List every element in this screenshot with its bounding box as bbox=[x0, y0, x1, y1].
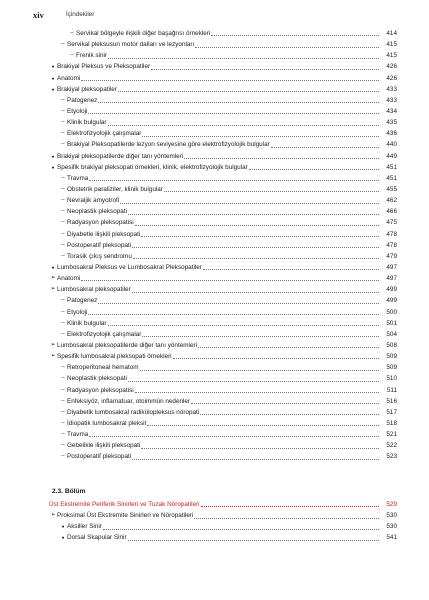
toc-entry bbox=[49, 418, 397, 429]
dot-leader bbox=[141, 236, 379, 237]
dot-leader bbox=[88, 113, 379, 114]
toc-entry-page: 522 bbox=[386, 442, 397, 450]
toc-entry-page: 530 bbox=[386, 523, 397, 531]
dash-icon: – bbox=[61, 308, 65, 315]
toc-entry-label: Torasik çıkış sendromu bbox=[67, 252, 132, 260]
toc-entry-page: 478 bbox=[386, 241, 397, 249]
toc-entry-page: 435 bbox=[386, 119, 397, 127]
toc-entry-label: Lumbosakral Pleksus ve Lumbosakral Pleksopatiler bbox=[57, 263, 202, 271]
toc-entry-page: 497 bbox=[386, 275, 397, 283]
table-of-contents bbox=[49, 28, 397, 462]
toc-entry-label: Üst Ekstremite Periferik Sinirleri ve Tuzak Nöropatileri bbox=[49, 501, 200, 508]
toc-entry-label: Proksimal Üst Ekstremite Sinirleri ve Nöropatileri bbox=[57, 512, 194, 520]
dash-icon: – bbox=[70, 30, 74, 36]
dash-icon: – bbox=[61, 141, 65, 148]
dot-leader bbox=[195, 47, 379, 48]
toc-entry-page: 530 bbox=[386, 512, 397, 520]
toc-entry-label: Dorsal Skapular Sinir bbox=[67, 534, 127, 542]
toc-entry-label: Radyasyon pleksopatisi bbox=[67, 386, 134, 394]
toc-entry-label: Lumbosakral pleksopatiler bbox=[57, 286, 131, 294]
dot-leader bbox=[201, 506, 379, 507]
dot-leader bbox=[173, 358, 379, 359]
toc-entry bbox=[49, 173, 397, 184]
toc-entry-page: 511 bbox=[386, 386, 397, 394]
toc-entry-page: 433 bbox=[386, 85, 397, 93]
dot-leader bbox=[135, 392, 379, 393]
toc-entry-page: 500 bbox=[386, 308, 397, 316]
toc-entry-page: 517 bbox=[386, 408, 397, 416]
toc-entry-label: Elektrofizyolojik çalışmalar bbox=[67, 130, 142, 138]
toc-entry bbox=[49, 139, 397, 150]
dot-leader bbox=[271, 147, 379, 148]
toc-entry bbox=[49, 318, 397, 329]
toc-entry-label: İdiopatik lumbosakral pleksit bbox=[67, 419, 147, 427]
dot-leader bbox=[120, 203, 379, 204]
dash-icon: – bbox=[61, 442, 65, 449]
toc-entry-label: Servikal pleksusun motor dalları ve lezyonları bbox=[67, 41, 195, 49]
toc-entry-page: 518 bbox=[386, 419, 397, 427]
toc-entry-page: 433 bbox=[386, 96, 397, 104]
toc-entry-page: 523 bbox=[386, 453, 397, 461]
dot-leader bbox=[81, 280, 379, 281]
dash-icon: – bbox=[61, 375, 65, 382]
toc-entry bbox=[49, 510, 397, 521]
bullet-icon: ● bbox=[51, 64, 55, 70]
toc-entry-page: 414 bbox=[386, 30, 397, 37]
dot-leader bbox=[198, 347, 379, 348]
page-number: xiv bbox=[33, 10, 44, 20]
dot-leader bbox=[194, 518, 379, 519]
dash-icon: – bbox=[61, 431, 65, 438]
toc-entry-label: Postoperatif pleksopati bbox=[67, 453, 132, 461]
toc-entry-page: 462 bbox=[386, 197, 397, 205]
dash-icon: – bbox=[61, 197, 65, 204]
toc-entry-page: 499 bbox=[386, 297, 397, 305]
dot-leader bbox=[81, 80, 379, 81]
toc-entry-page: 475 bbox=[386, 219, 397, 227]
toc-entry-page: 529 bbox=[386, 501, 397, 508]
toc-entry-label: Obstetrik paraliziler, klinik bulgular bbox=[67, 185, 163, 193]
dot-leader bbox=[151, 69, 379, 70]
toc-entry-page: 426 bbox=[386, 63, 397, 71]
dot-leader bbox=[133, 258, 379, 259]
dot-leader bbox=[89, 436, 379, 437]
dash-icon: – bbox=[61, 107, 65, 114]
toc-entry bbox=[49, 295, 397, 306]
toc-entry bbox=[49, 50, 397, 61]
dash-icon: – bbox=[61, 408, 65, 415]
toc-entry bbox=[49, 184, 397, 195]
toc-entry-label: Gebelikle ilişkili pleksopati bbox=[67, 442, 141, 450]
toc-entry bbox=[49, 284, 397, 295]
dot-leader bbox=[184, 158, 379, 159]
toc-entry-label: Klinik bulgular bbox=[67, 119, 107, 127]
section-heading: 2.3. Bölüm bbox=[52, 488, 86, 495]
toc-entry-label: Brakiyal Pleksus ve Pleksopatiler bbox=[57, 63, 151, 71]
dot-leader bbox=[132, 459, 379, 460]
dot-leader bbox=[108, 325, 380, 326]
toc-entry bbox=[49, 251, 397, 262]
dot-leader bbox=[203, 269, 379, 270]
toc-entry bbox=[49, 28, 397, 39]
dot-leader bbox=[191, 403, 379, 404]
toc-entry bbox=[49, 162, 397, 173]
toc-entry bbox=[49, 151, 397, 162]
toc-entry-page: 509 bbox=[386, 353, 397, 361]
toc-entry-label: Etyoloji bbox=[67, 107, 88, 115]
toc-entry-label: Anatomi bbox=[57, 275, 81, 283]
dash-icon: – bbox=[61, 174, 65, 181]
toc-entry bbox=[49, 217, 397, 228]
toc-entry-page: 509 bbox=[386, 364, 397, 372]
toc-entry-label: Patogenez bbox=[67, 96, 98, 104]
toc-entry-label: Servikal bölgeyle ilişkili diğer başağrısı örnekleri bbox=[76, 30, 211, 37]
dot-leader bbox=[108, 58, 379, 59]
toc-entry-label: Diyabetik lumbosakral radikülopleksus nöropati bbox=[67, 408, 200, 416]
toc-entry-label: Nevraljik amyotrofi bbox=[67, 197, 120, 205]
toc-entry-page: 451 bbox=[386, 163, 397, 171]
dash-icon: – bbox=[61, 330, 65, 337]
toc-entry-label: Lumbosakral pleksopatilerde diğer tanı yöntemleri bbox=[57, 341, 197, 349]
dot-leader bbox=[89, 180, 379, 181]
toc-entry-page: 497 bbox=[386, 263, 397, 271]
dot-leader bbox=[132, 247, 379, 248]
toc-entry bbox=[49, 532, 397, 543]
toc-entry bbox=[49, 521, 397, 532]
toc-entry bbox=[49, 340, 397, 351]
toc-entry bbox=[49, 84, 397, 95]
running-title: İçindekiler bbox=[66, 11, 95, 18]
toc-entry-label: Travma bbox=[67, 174, 89, 182]
dash-icon: – bbox=[61, 453, 65, 460]
toc-entry bbox=[49, 117, 397, 128]
toc-entry bbox=[49, 106, 397, 117]
dot-leader bbox=[142, 336, 379, 337]
bullet-icon: ● bbox=[51, 86, 55, 92]
toc-entry-label: Spesifik brakiyal pleksopati örnekleri, klinik, elektrofizyolojik bulgular bbox=[57, 163, 248, 171]
toc-entry-label: Anatomi bbox=[57, 74, 81, 82]
dot-leader bbox=[128, 214, 379, 215]
dot-leader bbox=[141, 448, 379, 449]
dash-icon: – bbox=[61, 41, 65, 48]
dot-leader bbox=[132, 292, 379, 293]
dot-leader bbox=[211, 35, 379, 36]
toc-entry bbox=[49, 61, 397, 72]
toc-entry-page: 451 bbox=[386, 174, 397, 182]
dash-icon: – bbox=[61, 364, 65, 371]
toc-entry-page: 501 bbox=[386, 319, 397, 327]
toc-entry bbox=[49, 95, 397, 106]
toc-entry-page: 508 bbox=[386, 341, 397, 349]
dash-icon: – bbox=[61, 119, 65, 126]
arrow-icon: ➢ bbox=[50, 275, 56, 282]
toc-entry bbox=[49, 128, 397, 139]
toc-entry bbox=[49, 362, 397, 373]
toc-entry bbox=[49, 329, 397, 340]
dot-leader bbox=[108, 125, 380, 126]
toc-entry-label: Neoplastik pleksopati bbox=[67, 375, 127, 383]
toc-entry-page: 466 bbox=[386, 208, 397, 216]
bullet-icon: ● bbox=[51, 264, 55, 270]
toc-entry bbox=[49, 206, 397, 217]
toc-entry-page: 478 bbox=[386, 230, 397, 238]
dash-icon: – bbox=[70, 52, 74, 59]
dot-leader bbox=[164, 191, 379, 192]
toc-entry-page: 504 bbox=[386, 330, 397, 338]
toc-entry-page: 449 bbox=[386, 152, 397, 160]
bullet-icon: ● bbox=[61, 535, 65, 541]
dot-leader bbox=[249, 169, 379, 170]
dash-icon: – bbox=[61, 252, 65, 259]
toc-entry-page: 516 bbox=[386, 397, 397, 405]
dash-icon: – bbox=[61, 185, 65, 192]
dot-leader bbox=[147, 425, 379, 426]
toc-entry-label: Brakiyal pleksopatilerde diğer tanı yöntemleri bbox=[57, 152, 184, 160]
toc-entry bbox=[49, 195, 397, 206]
dot-leader bbox=[88, 314, 379, 315]
toc-entry-label: Patogenez bbox=[67, 297, 98, 305]
toc-entry-label: Klinik bulgular bbox=[67, 319, 107, 327]
arrow-icon: ➢ bbox=[50, 512, 56, 519]
dot-leader bbox=[98, 303, 379, 304]
toc-entry bbox=[49, 229, 397, 240]
toc-entry bbox=[49, 429, 397, 440]
dash-icon: – bbox=[61, 130, 65, 137]
dot-leader bbox=[128, 381, 379, 382]
toc-entry-page: 455 bbox=[386, 185, 397, 193]
dash-icon: – bbox=[61, 386, 65, 393]
toc-entry-label: Diyabetle ilişkili pleksopati bbox=[67, 230, 141, 238]
toc-entry bbox=[49, 407, 397, 418]
toc-entry-page: 499 bbox=[386, 286, 397, 294]
bullet-icon: ● bbox=[51, 75, 55, 81]
toc-entry-label: Etyoloji bbox=[67, 308, 88, 316]
toc-entry bbox=[49, 373, 397, 384]
dot-leader bbox=[140, 370, 379, 371]
toc-entry bbox=[49, 262, 397, 273]
dot-leader bbox=[98, 102, 379, 103]
toc-entry bbox=[49, 307, 397, 318]
arrow-icon: ➢ bbox=[50, 353, 56, 360]
toc-entry-page: 440 bbox=[386, 141, 397, 149]
toc-entry-label: Spesifik lumbosakral pleksopati örnekleri bbox=[57, 353, 172, 361]
dash-icon: – bbox=[61, 96, 65, 103]
toc-entry bbox=[49, 73, 397, 84]
toc-entry-page: 426 bbox=[386, 74, 397, 82]
toc-entry bbox=[49, 240, 397, 251]
toc-entry-label: Brakiyal Pleksopatilerde lezyon seviyesine göre elektrofizyolojik bulgular bbox=[67, 141, 270, 149]
toc-entry-page: 541 bbox=[386, 534, 397, 542]
dash-icon: – bbox=[61, 241, 65, 248]
toc-entry-label: Frenik sinir bbox=[76, 52, 108, 60]
toc-entry bbox=[49, 440, 397, 451]
toc-entry-label: Postoperatif pleksopati bbox=[67, 241, 132, 249]
dash-icon: – bbox=[61, 297, 65, 304]
toc-entry-page: 479 bbox=[386, 252, 397, 260]
toc-entry bbox=[49, 351, 397, 362]
bullet-icon: ● bbox=[51, 164, 55, 170]
toc-entry-label: Aksiller Sinir bbox=[67, 523, 102, 531]
dash-icon: – bbox=[61, 397, 65, 404]
toc-entry bbox=[49, 273, 397, 284]
section-table-of-contents bbox=[49, 499, 397, 544]
toc-entry-page: 434 bbox=[386, 107, 397, 115]
toc-entry bbox=[49, 385, 397, 396]
dot-leader bbox=[200, 414, 379, 415]
toc-entry-label: Retroperitoneal hematom bbox=[67, 364, 139, 372]
toc-entry-label: Neoplastik pleksopati bbox=[67, 208, 127, 216]
page-header bbox=[33, 10, 396, 24]
dash-icon: – bbox=[61, 219, 65, 226]
dash-icon: – bbox=[61, 319, 65, 326]
toc-entry-label: Elektrofizyolojik çalışmalar bbox=[67, 330, 142, 338]
toc-entry-page: 436 bbox=[386, 130, 397, 138]
toc-entry bbox=[49, 39, 397, 50]
arrow-icon: ➢ bbox=[50, 286, 56, 293]
toc-entry bbox=[49, 451, 397, 462]
bullet-icon: ● bbox=[61, 524, 65, 530]
toc-entry-label: Enfeksiyöz, inflamatuar, otoimmün nedenler bbox=[67, 397, 191, 405]
toc-entry-page: 415 bbox=[386, 41, 397, 49]
dot-leader bbox=[103, 529, 379, 530]
toc-entry-page: 510 bbox=[386, 375, 397, 383]
dot-leader bbox=[128, 540, 379, 541]
dash-icon: – bbox=[61, 419, 65, 426]
dot-leader bbox=[135, 225, 379, 226]
arrow-icon: ➢ bbox=[50, 341, 56, 348]
toc-entry bbox=[49, 499, 397, 510]
toc-entry-page: 415 bbox=[386, 52, 397, 60]
dot-leader bbox=[118, 91, 379, 92]
dot-leader bbox=[142, 136, 379, 137]
toc-entry-label: Radyasyon pleksopatisi bbox=[67, 219, 134, 227]
toc-entry bbox=[49, 396, 397, 407]
bullet-icon: ● bbox=[51, 153, 55, 159]
dash-icon: – bbox=[61, 230, 65, 237]
toc-entry-label: Travma bbox=[67, 431, 89, 439]
toc-entry-page: 521 bbox=[386, 431, 397, 439]
dash-icon: – bbox=[61, 208, 65, 215]
toc-entry-label: Brakiyal pleksopatiler bbox=[57, 85, 117, 93]
